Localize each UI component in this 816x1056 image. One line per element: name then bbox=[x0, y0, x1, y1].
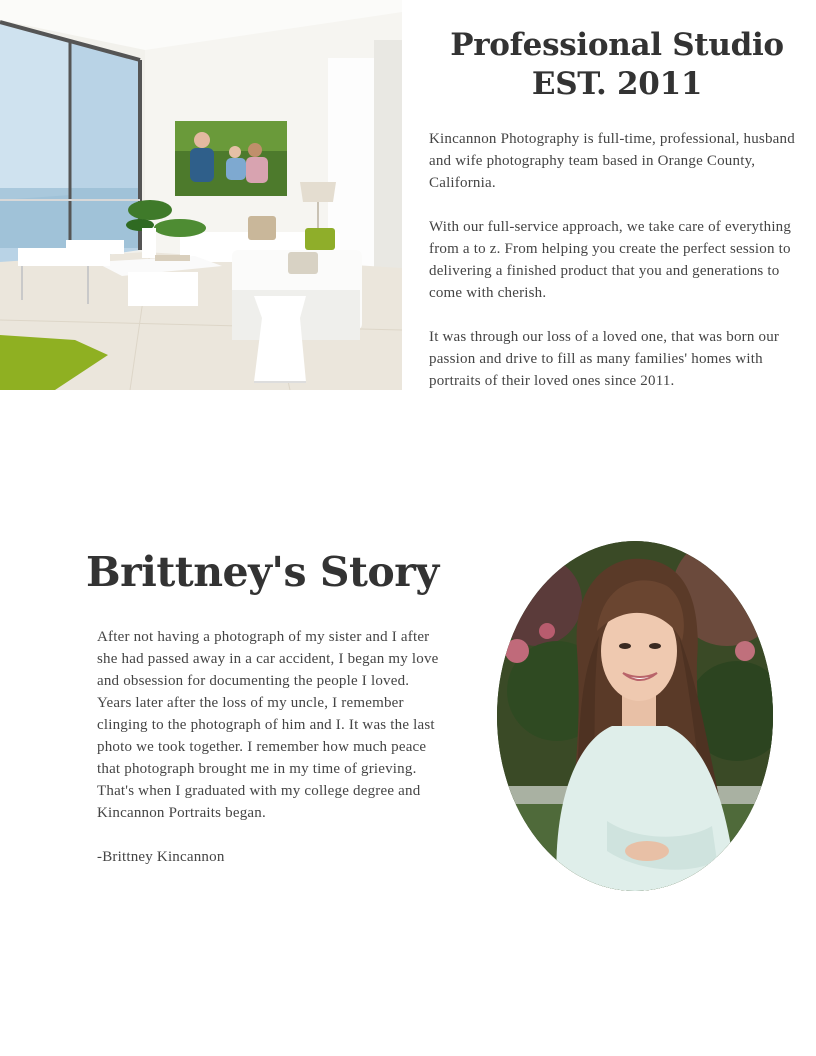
story-text bbox=[97, 626, 441, 890]
studio-title-line1: Professional Studio bbox=[450, 27, 784, 63]
story-signature: -Brittney Kincannon bbox=[97, 849, 225, 865]
story-paragraph: After not having a photograph of my sister and I after she had passed away in a car accident, I began my love and obsession for documenting the people I loved. Years later after the loss of my uncle, I remember clinging to the photograph of him and I. It was the last photo we took together. I remember how much peace that photograph brought me in my time of grieving. That's when I graduated with my college degree and Kincannon Portraits began. bbox=[97, 629, 439, 821]
portrait-photo bbox=[497, 541, 773, 891]
intro-paragraph: With our full-service approach, we take care of everything from a to z. From helping you create the perfect session to delivering a finished product that you and generations to come with cherish. bbox=[429, 219, 792, 301]
intro-paragraph: It was through our loss of a loved one, that was born our passion and drive to fill as many families' homes with portraits of their loved ones since 2011. bbox=[429, 329, 780, 389]
studio-title bbox=[418, 26, 816, 104]
living-room-photo bbox=[0, 0, 402, 390]
studio-title-line2: EST. 2011 bbox=[531, 66, 703, 102]
intro-paragraph: Kincannon Photography is full-time, professional, husband and wife photography team based in Orange County, California. bbox=[429, 131, 795, 191]
studio-intro bbox=[429, 128, 801, 414]
story-title: Brittney's Story bbox=[86, 548, 439, 596]
